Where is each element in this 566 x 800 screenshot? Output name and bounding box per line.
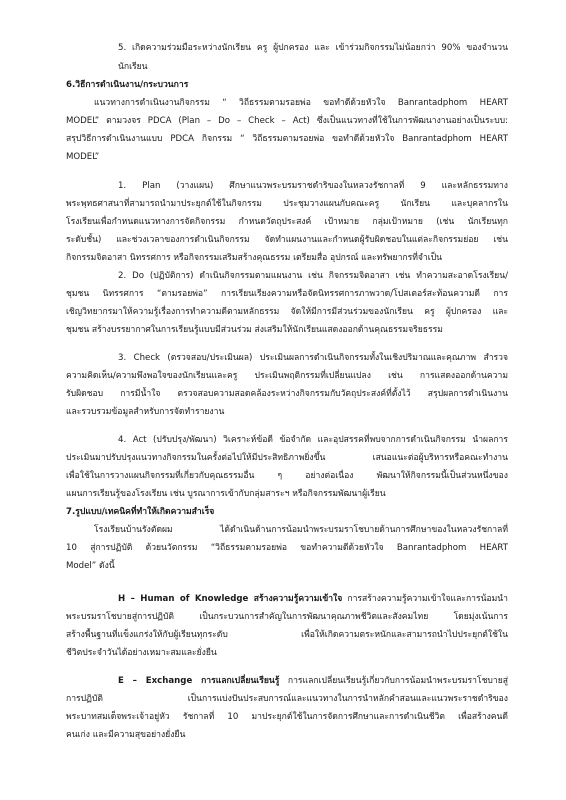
section-6-intro-line: MODEL” (66, 152, 100, 162)
pdca-do-line: เชิญวิทยากรมาให้ความรู้เรื่องการทำความดีตามหลักธรรม จัดให้มีการมีส่วนร่วมของนักเรียน ครู ผู้ปกครอง และ (66, 307, 508, 317)
pdca-plan-line: 1. Plan (วางแผน) ศึกษาแนวพระบรมราชดำริของในหลวงรัชกาลที่ 9 และหลักธรรมทาง (118, 181, 508, 191)
heart-e-line: พระบาทสมเด็จพระเจ้าอยู่หัว รัชกาลที่ 10 มาประยุกต์ใช้ในการจัดการศึกษาและการดำเนินชีวิต เพื่อสร้างคนดี (66, 712, 508, 722)
objective-5-line: นักเรียน (118, 62, 148, 72)
pdca-plan-line: โรงเรียนเพื่อกำหนดแนวทางการจัดกิจกรรม กำหนดวัตถุประสงค์ เป้าหมาย กลุ่มเป้าหมาย (เช่น นักเรียนทุก (66, 217, 508, 227)
section-7-intro-line: Model” ดังนี้ (66, 561, 115, 571)
pdca-do-line: ชุมชน สร้างบรรยากาศในการเรียนรู้แบบมีส่วนร่วม ส่งเสริมให้นักเรียนแสดงออกด้านคุณธรรมจริยธรรม (66, 325, 443, 335)
heart-e-title: E – Exchange การแลกเปลี่ยนเรียนรู้ (118, 676, 280, 686)
heart-h-line: พระบรมราโชบายสู่การปฏิบัติ เป็นกระบวนการสำคัญในการพัฒนาคุณภาพชีวิตและสังคมไทย โดยมุ่งเน้นการ (66, 612, 508, 622)
pdca-plan-line: ระดับชั้น) และช่วงเวลาของการดำเนินกิจกรรม จัดทำแผนงานและกำหนดผู้รับผิดชอบในแต่ละกิจกรรมย่อย เช่น (66, 235, 508, 245)
objective-5-line: 5. เกิดความร่วมมือระหว่างนักเรียน ครู ผู้ปกครอง และ เข้าร่วมกิจกรรมไม่น้อยกว่า 90% ของจำนวน (118, 43, 508, 53)
pdca-do-line: 2. Do (ปฏิบัติการ) ดำเนินกิจกรรมตามแผนงาน เช่น กิจกรรมจิตอาสา เช่น ทำความสะอาดโรงเรียน/ (118, 271, 508, 281)
pdca-check-line: และรวบรวมข้อมูลสำหรับการจัดทำรายงาน (66, 407, 225, 417)
pdca-check-line: ความคิดเห็น/ความพึงพอใจของนักเรียนและครู ประเมินพฤติกรรมที่เปลี่ยนแปลง เช่น การแสดงออกด้านความ (66, 371, 508, 381)
pdca-act-line: ประเมินมาปรับปรุงแนวทางกิจกรรมในครั้งต่อไปให้มีประสิทธิภาพยิ่งขึ้น เสนอแนะต่อผู้บริหารหรือคณะทำงาน (66, 453, 508, 463)
pdca-plan-line: พระพุทธศาสนาที่สามารถนำมาประยุกต์ใช้ในกิจกรรม ประชุมวางแผนกับคณะครู นักเรียน และบุคลากรใน (66, 199, 508, 209)
section-7-heading: 7.รูปแบบ/เทคนิคที่ทำให้เกิดความสำเร็จ (66, 507, 215, 517)
heart-h-text: การสร้างความรู้ความเข้าใจและการน้อมนำ (342, 594, 508, 604)
pdca-check-line: รับผิดชอบ การมีน้ำใจ ตรวจสอบความสอดคล้องระหว่างกิจกรรมกับวัตถุประสงค์ที่ตั้งไว้ สรุปผลการดำเนินงาน (66, 389, 508, 399)
section-6-intro-line: แนวทางการดำเนินงานกิจกรรม “ วิถีธรรมตามรอยพ่อ ขอทำดีด้วยหัวใจ Banrantadphom HEART (94, 98, 508, 108)
pdca-do-line: ชุมชน นิทรรศการ “ตามรอยพ่อ” การเรียนเรียงความหรือจัดนิทรรศการภาพวาด/โปสเตอร์สะท้อนความดี การ (66, 289, 508, 299)
section-6-heading: 6.วิธีการดำเนินงาน/กระบวนการ (66, 80, 189, 90)
heart-h-line: สร้างพื้นฐานที่แข็งแกร่งให้กับผู้เรียนทุกระดับ เพื่อให้เกิดความตระหนักและสามารถนำไปประยุกต์ใช้ใน (66, 630, 508, 640)
heart-h-line: ชีวิตประจำวันได้อย่างเหมาะสมและยั่งยืน (66, 648, 217, 658)
section-6-intro-line: MODEL” ตามวงจร PDCA (Plan – Do – Check – Act) ซึ่งเป็นแนวทางที่ใช้ในการพัฒนางานอย่างเป็นระบบ: (66, 116, 508, 126)
section-6-intro-line: สรุปวิธีการดำเนินงานแบบ PDCA กิจกรรม “ วิถีธรรมตามรอยพ่อ ขอทำดีด้วยหัวใจ Banrantadphom HEART (66, 134, 508, 144)
section-7-intro-line: 10 สู่การปฏิบัติ ด้วยนวัตกรรม “วิถีธรรมตามรอยพ่อ ขอทำความดีด้วยหัวใจ Banrantadphom HEART (66, 543, 508, 553)
heart-e-line: การปฏิบัติ เป็นการแบ่งปันประสบการณ์และแนวทางในการนำหลักคำสอนและแนวพระราชดำริของ (66, 694, 508, 704)
heart-e-text: การแลกเปลี่ยนเรียนรู้เกี่ยวกับการน้อมนำพระบรมราโชบายสู่ (279, 676, 508, 686)
heart-h-title: H – Human of Knowledge สร้างความรู้ความเข้าใจ (118, 594, 343, 604)
pdca-act-line: 4. Act (ปรับปรุง/พัฒนา) วิเคราะห์ข้อดี ข้อจำกัด และอุปสรรคที่พบจากการดำเนินกิจกรรม นำผลการ (118, 435, 508, 445)
heart-e-line: คนเก่ง และมีความสุขอย่างยั่งยืน (66, 730, 186, 740)
heart-h-line (118, 594, 508, 605)
heart-e-line (118, 676, 508, 687)
pdca-plan-line: กิจกรรมจิตอาสา นิทรรศการ หรือกิจกรรมเสริมสร้างคุณธรรม เตรียมสื่อ อุปกรณ์ และทรัพยากรที่จำเป็น (66, 253, 443, 263)
pdca-act-line: เพื่อใช้ในการวางแผนกิจกรรมที่เกี่ยวกับคุณธรรมอื่น ๆ อย่างต่อเนื่อง พัฒนาให้กิจกรรมนี้เป็นส่วนหนึ่งของ (66, 471, 508, 481)
pdca-act-line: แผนการเรียนรู้ของโรงเรียน เช่น บูรณาการเข้ากับกลุ่มสาระฯ หรือกิจกรรมพัฒนาผู้เรียน (66, 489, 386, 499)
pdca-check-line: 3. Check (ตรวจสอบ/ประเมินผล) ประเมินผลการดำเนินกิจกรรมทั้งในเชิงปริมาณและคุณภาพ สำรวจ (118, 353, 508, 363)
section-7-intro-line: โรงเรียนบ้านรังตัดผม ได้ดำเนินด้านการน้อมนำพระบรมราโชบายด้านการศึกษาของในหลวงรัชกาลที่ (94, 525, 508, 535)
